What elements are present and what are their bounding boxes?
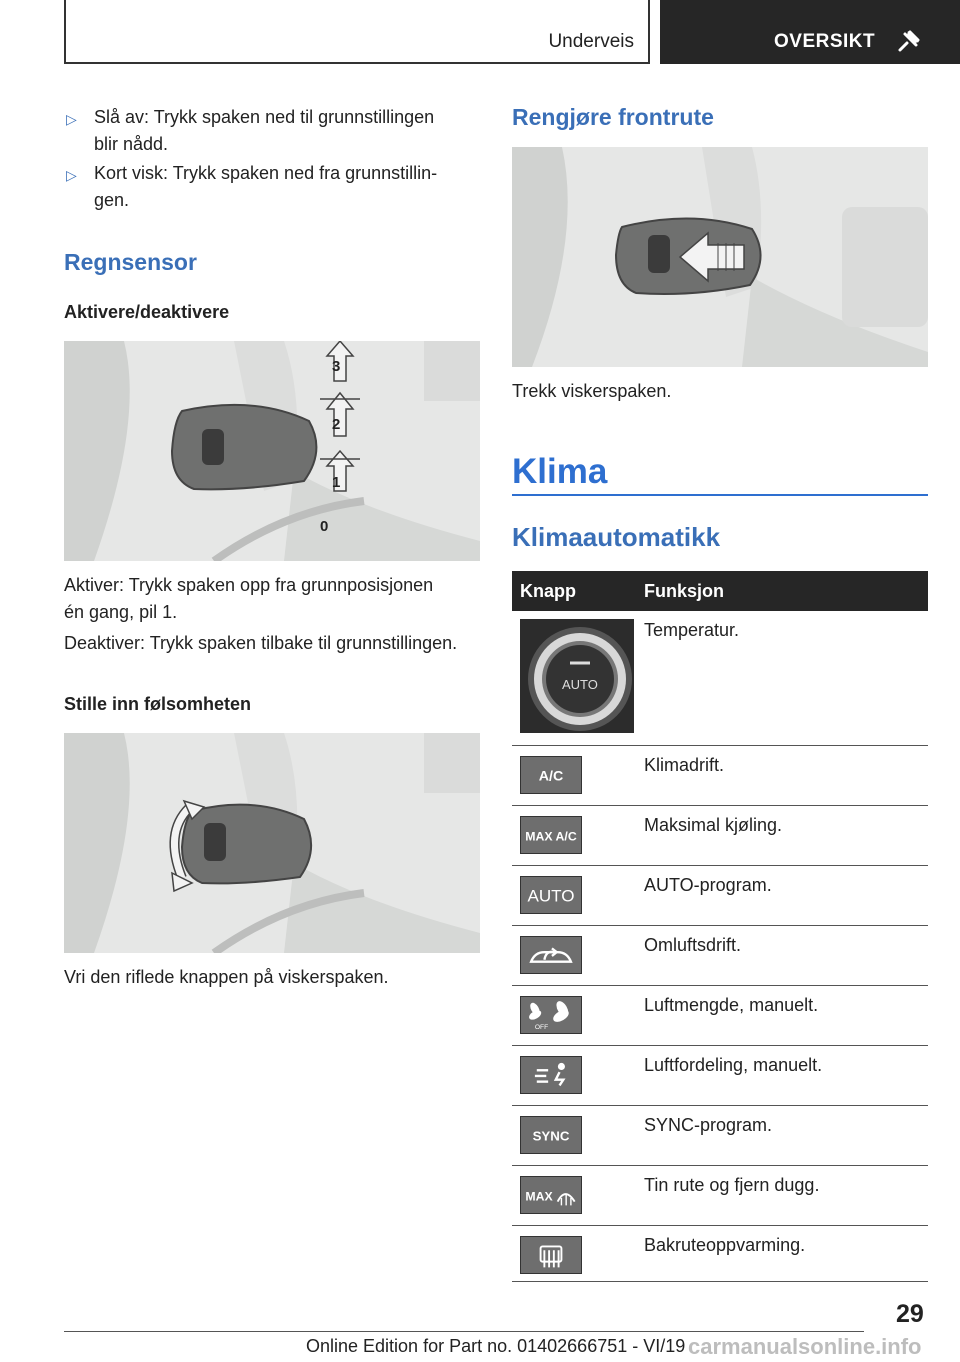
sensitivity-heading: Stille inn følsomheten <box>64 694 252 714</box>
edition-text: Online Edition for Part no. 01402666751 - VI/19 <box>306 1336 686 1356</box>
row-label: Omluftsdrift. <box>644 935 742 955</box>
row-label: Luftmengde, manuelt. <box>644 995 819 1015</box>
climate-heading: Klima <box>512 452 608 491</box>
activate-text <box>64 572 433 626</box>
table-row <box>512 1226 928 1282</box>
row-label: Temperatur. <box>644 620 740 640</box>
row-label: Klimadrift. <box>644 755 725 775</box>
row-label: Maksimal kjøling. <box>644 815 783 835</box>
wiper-knob-figure <box>64 733 480 953</box>
max-ac-icon-text: MAX A/C <box>525 829 577 844</box>
overview-tab[interactable] <box>660 0 960 64</box>
air-distribution-icon <box>520 1056 582 1094</box>
row-label: SYNC-program. <box>644 1115 773 1135</box>
sync-icon-text: SYNC <box>532 1128 570 1144</box>
position-label-3: 3 <box>332 358 341 375</box>
page-number: 29 <box>896 1300 924 1328</box>
bullet-line: Slå av: Trykk spaken ned til grunnstillingen <box>94 107 435 127</box>
activate-line: Aktiver: Trykk spaken opp fra grunnposisjonen <box>64 575 434 595</box>
section-tab-underveis[interactable] <box>64 0 650 64</box>
fan-off-text: OFF <box>534 1024 549 1032</box>
col-button-header: Knapp <box>520 581 576 601</box>
clean-text: Trekk viskerspaken. <box>512 381 672 401</box>
temperature-knob-icon <box>520 619 634 733</box>
table-row <box>512 1106 928 1166</box>
wiper-pull-figure <box>512 147 928 367</box>
auto-icon <box>520 876 582 914</box>
table-row <box>512 986 928 1046</box>
section-tab-label: Underveis <box>548 31 634 52</box>
table-row <box>512 746 928 806</box>
table-row <box>512 926 928 986</box>
row-label: Luftfordeling, manuelt. <box>644 1055 823 1075</box>
ac-icon-text: A/C <box>538 768 564 785</box>
bullet-marker-icon: ▷ <box>66 167 77 183</box>
activate-line: én gang, pil 1. <box>64 602 178 622</box>
bullet-marker-icon: ▷ <box>66 111 77 127</box>
bullet-line: gen. <box>94 190 130 210</box>
auto-climate-heading: Klimaautomatikk <box>512 522 721 552</box>
recirculation-icon <box>520 936 582 974</box>
sync-icon <box>520 1116 582 1154</box>
watermark: carmanualsonline.info <box>688 1334 922 1359</box>
overview-tab-label: OVERSIKT <box>774 31 876 52</box>
activate-heading: Aktivere/deaktivere <box>64 302 230 322</box>
position-label-0: 0 <box>320 518 329 535</box>
row-label: Bakruteoppvarming. <box>644 1235 806 1255</box>
position-label-1: 1 <box>332 474 341 491</box>
table-row <box>512 611 928 746</box>
row-label: AUTO-program. <box>644 875 772 895</box>
max-defrost-text: MAX <box>525 1189 553 1204</box>
bullet-item <box>94 160 437 214</box>
row-label: Tin rute og fjern dugg. <box>644 1175 820 1195</box>
pin-icon <box>896 28 922 54</box>
table-row <box>512 1166 928 1226</box>
fan-icon <box>520 996 582 1034</box>
table-row <box>512 1046 928 1106</box>
sensitivity-text: Vri den riflede knappen på viskerspaken. <box>64 967 389 987</box>
table-row <box>512 806 928 866</box>
position-label-2: 2 <box>332 416 341 433</box>
rain-sensor-heading: Regnsensor <box>64 249 197 275</box>
auto-icon-text: AUTO <box>527 886 575 906</box>
col-function-header: Funksjon <box>644 581 724 601</box>
rear-defrost-icon <box>520 1236 582 1274</box>
bullet-line: blir nådd. <box>94 134 169 154</box>
ac-icon <box>520 756 582 794</box>
deactivate-text: Deaktiver: Trykk spaken tilbake til grunnstillingen. <box>64 633 458 653</box>
knob-auto-label: AUTO <box>562 677 598 692</box>
bullet-item <box>94 104 434 158</box>
climate-table-header <box>512 571 928 611</box>
footer-divider <box>64 1331 864 1332</box>
table-row <box>512 866 928 926</box>
max-ac-icon <box>520 816 582 854</box>
bullet-line: Kort visk: Trykk spaken ned fra grunnstillin‐ <box>94 163 438 183</box>
max-defrost-icon <box>520 1176 582 1214</box>
clean-windshield-heading: Rengjøre frontrute <box>512 104 714 130</box>
climate-heading-rule <box>512 494 928 496</box>
wiper-lever-positions-figure <box>64 341 480 561</box>
